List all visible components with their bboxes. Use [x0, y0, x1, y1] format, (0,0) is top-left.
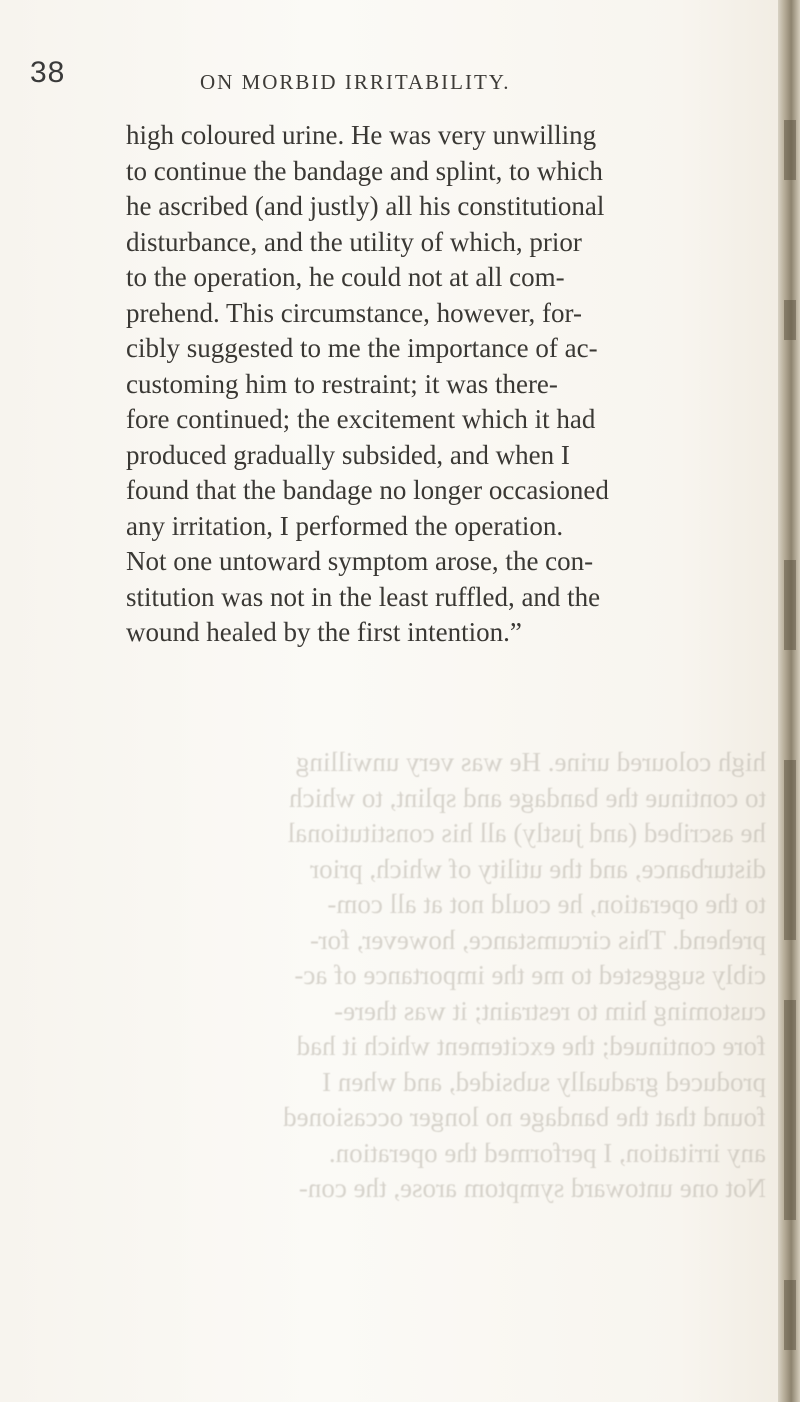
- text-line: to continue the bandage and splint, to which: [126, 155, 603, 186]
- text-line: produced gradually subsided, and when I: [126, 439, 570, 470]
- text-line: customing him to restraint; it was there-: [126, 368, 558, 399]
- body-paragraph: [126, 118, 786, 651]
- text-line: prehend. This circumstance, however, for-: [126, 297, 582, 328]
- text-line: wound healed by the first intention.”: [126, 617, 522, 647]
- page-number: 38: [30, 56, 66, 89]
- text-line: Not one untoward symptom arose, the con-: [126, 546, 594, 576]
- text-line: stitution was not in the least ruffled, and the: [126, 581, 601, 612]
- text-line: fore continued; the excitement which it had: [126, 404, 596, 434]
- text-line: any irritation, I performed the operation.: [126, 510, 564, 541]
- text-line: he ascribed (and justly) all his constitutional: [126, 191, 605, 221]
- show-through-texture: high coloured urine. He was very unwilling to continue the bandage and splint, to which he ascribed (and justly) all his constitutional disturbance, and the utility of which, prior to the operation, he could not at all com- prehend. This circumstance, however, for- cibly suggested to me the importance of ac- customing him to restraint; it was there- fore continued; the excitement which it had produced gradually subsided, and when I found that the bandage no longer occasioned any irritation, I performed the operation. Not one untoward symptom arose, the con-: [283, 747, 766, 1203]
- text-line: disturbance, and the utility of which, prior: [126, 226, 582, 257]
- text-line: to the operation, he could not at all com-: [126, 262, 565, 292]
- text-line: high coloured urine. He was very unwilling: [126, 120, 597, 150]
- running-head: ON MORBID IRRITABILITY.: [200, 70, 511, 94]
- text-line: found that the bandage no longer occasioned: [126, 475, 609, 505]
- text-line: cibly suggested to me the importance of ac-: [126, 333, 598, 363]
